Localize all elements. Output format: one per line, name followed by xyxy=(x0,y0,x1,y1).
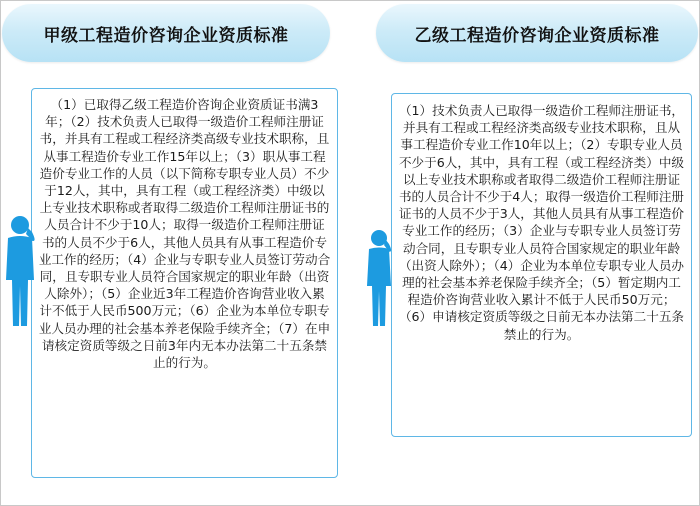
left-title-banner xyxy=(2,4,330,62)
right-criteria-text: （1）技术负责人已取得一级造价工程师注册证书，并具有工程或工程经济类高级专业技术职称，且从事工程造价专业工作10年以上；（2）专职专业人员不少于6人，其中，具有工程（或工程经济类）中级以上专业技术职称或者取得二级造价工程师注册证书的人员合计不少于4人；取得一级造价工程师注册证书的人员不少于3人，其他人员具有从事工程造价专业工作的经历；（3）企业与专职专业人员签订劳动合同，且专职专业人员符合国家规定的职业年龄（出资人除外）；（4）企业为本单位专职专业人员办理的社会基本养老保险手续齐全；（5）暂定期内工程造价咨询营业收入累计不低于人民币50万元；（6）申请核定资质等级之日前无本办法第二十五条禁止的行为。 xyxy=(398,103,685,342)
left-criteria-text: （1）已取得乙级工程造价咨询企业资质证书满3年；（2）技术负责人已取得一级造价工程师注册证书，并具有工程或工程经济类高级专业技术职称，且从事工程造价专业工作15年以上；（3）职从事工程造价专业工作的人员（以下简称专职专业人员）不少于12人，其中，具有工程（或工程经济类）中级以上专业技术职称或者取得二级造价工程师注册证书的人员合计不少于10人；取得一级造价工程师注册证书的人员不少于6人，其他人员具有从事工程造价专业工作的经历；（4）企业与专职专业人员签订劳动合同，且专职专业人员符合国家规定的职业年龄（出资人除外）；（5）企业近3年工程造价咨询营业收入累计不低于人民币500万元；（6）企业为本单位专职专业人员办理的社会基本养老保险手续齐全；（7）在申请核定资质等级之日前3年内无本办法第二十五条禁止的行为。 xyxy=(38,97,331,371)
left-title: 甲级工程造价咨询企业资质标准 xyxy=(43,25,289,46)
left-criteria-box xyxy=(31,88,338,478)
person-thinking-icon xyxy=(0,214,40,326)
right-title-banner xyxy=(376,4,698,62)
person-thinking-icon xyxy=(362,228,396,326)
right-criteria-box xyxy=(391,93,692,437)
right-title: 乙级工程造价咨询企业资质标准 xyxy=(414,25,660,46)
